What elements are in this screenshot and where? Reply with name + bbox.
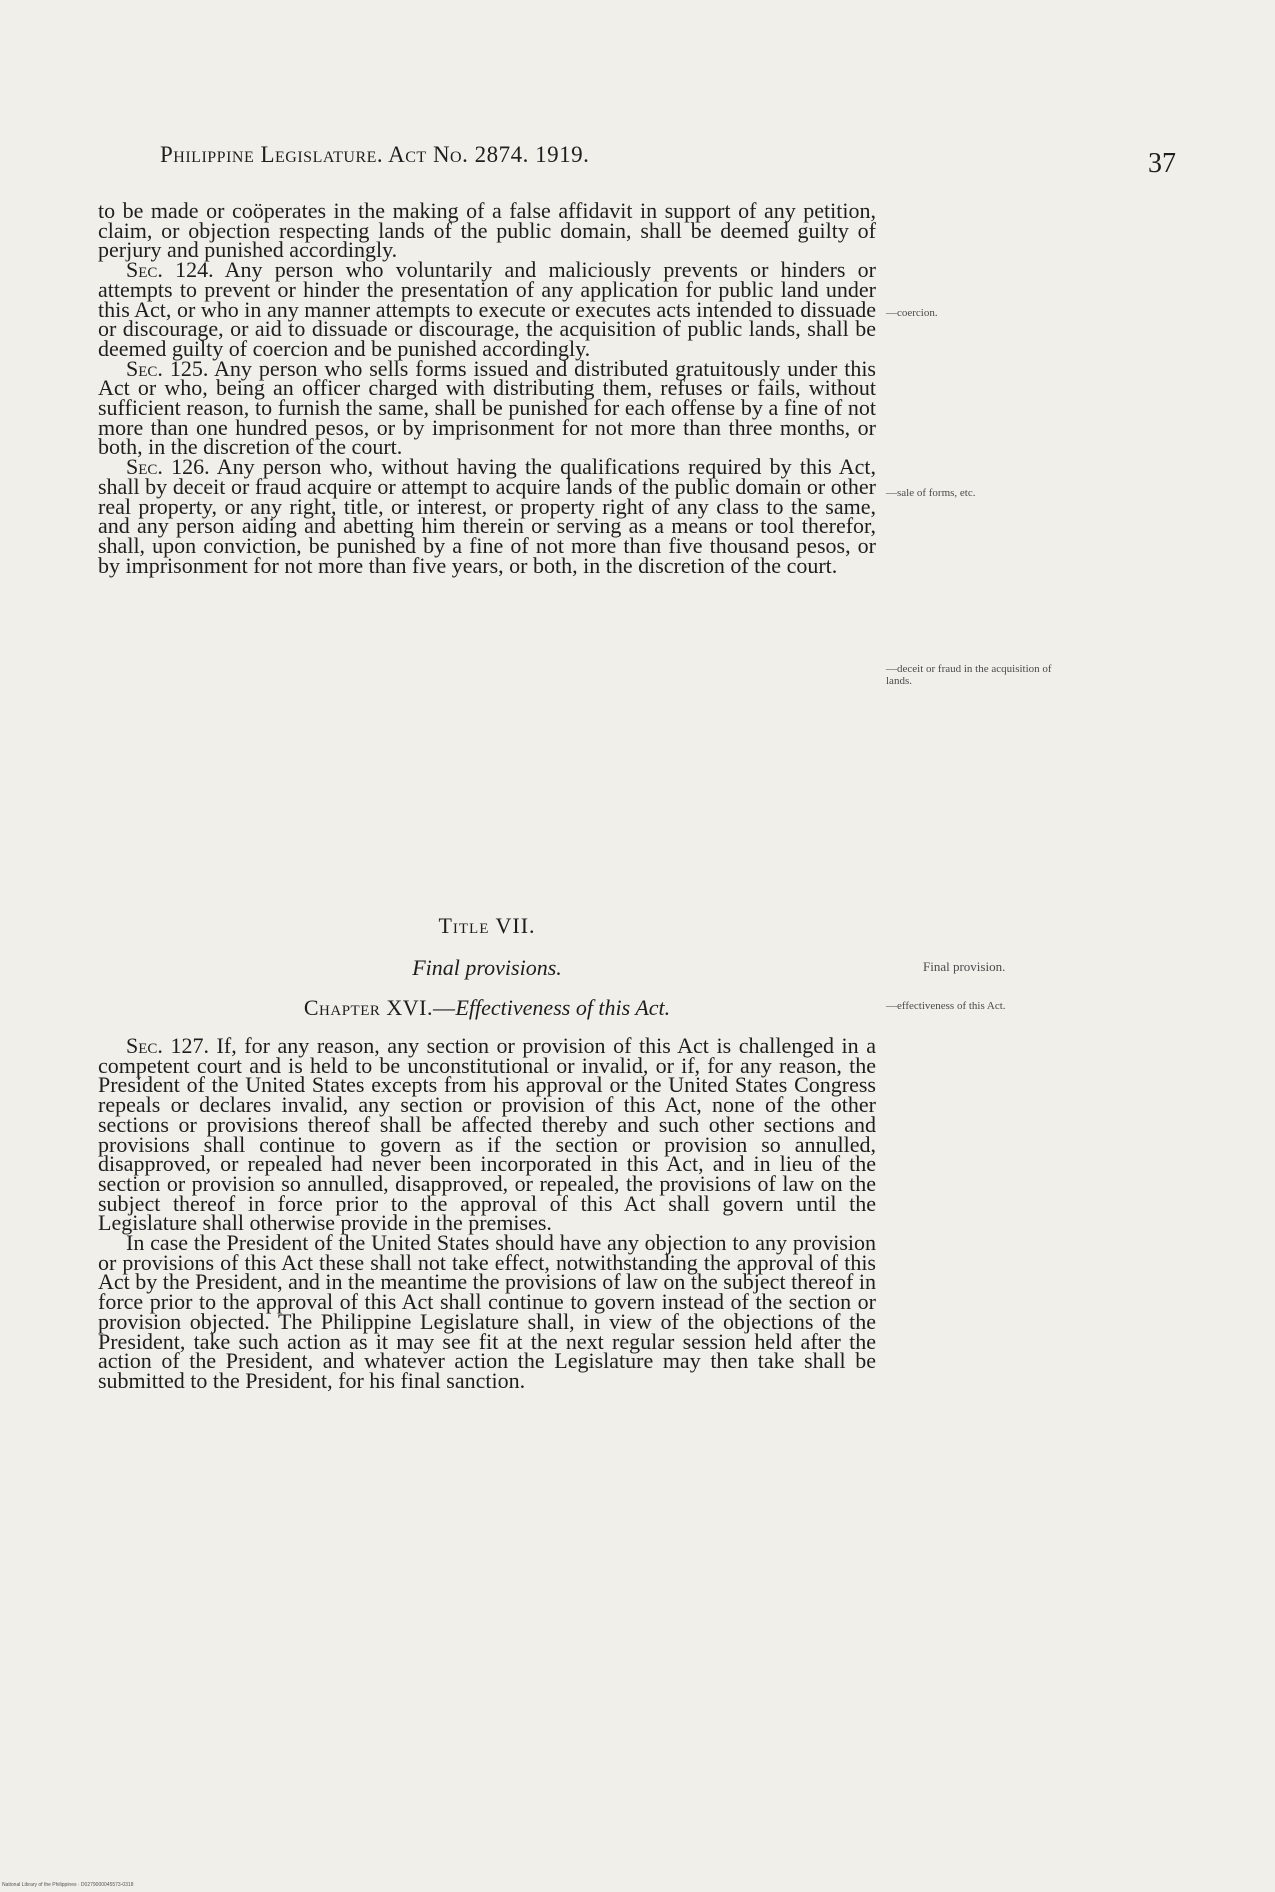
section-label: Sec. 127. [126, 1033, 209, 1058]
text-block-section-127 [98, 1033, 876, 1393]
section-label: Sec. 126. [126, 454, 210, 480]
margin-note-sale-of-forms: —sale of forms, etc. [886, 487, 976, 499]
section-text: Any person who voluntarily and maliciously prevents or hinders or attempts to prevent or hinder the presentation of any application for public land under this Act, or who in any manner attempts to execute or executes acts intended to dissuade or discourage, or aid to dissuade or discourage, the acquisition of public lands, shall be deemed guilty of coercion and be punished accordingly. [98, 257, 877, 361]
footer-credit: National Library of the Philippines · D0279000045573-0318 [2, 1882, 134, 1888]
section-125 [98, 355, 876, 460]
section-124 [98, 257, 877, 361]
title-heading: Title VII. [438, 913, 536, 938]
paragraph-perjury: to be made or coöperates in the making of a false affidavit in support of any petition, claim, or objection respecting lands of the public domain, shall be deemed guilty of perjury and punished accordingly. [98, 198, 876, 263]
title-subheading: Final provisions. [412, 955, 562, 980]
section-text: If, for any reason, any section or provision of this Act is challenged in a competent court and is held to be unconstitutional or invalid, or if, for any reason, the President of the United States excepts from his approval or the United States Congress repeals or declares invalid, any section or provision of this Act, none of the other sections or provisions thereof shall be affected thereby and such other sections and provisions shall continue to govern as if the section or provision so annulled, disapproved, or repealed had never been incorporated in this Act, and in lieu of the section or provision so annulled, disapproved, or repealed, the provisions of law on the subject thereof in force prior to the approval of this Act shall govern until the Legislature shall otherwise provide in the premises. [98, 1033, 876, 1236]
section-label: Sec. 125. [126, 355, 209, 381]
page-number: 37 [1148, 148, 1176, 179]
margin-note-final-provision: Final provision. [923, 959, 1006, 974]
margin-note-coercion: —coercion. [886, 307, 938, 319]
margin-note-effectiveness: —effectiveness of this Act. [886, 1000, 1006, 1012]
section-126 [98, 454, 876, 578]
margin-note-deceit-or-fraud: —deceit or fraud in the acquisition of lands. [886, 663, 1052, 687]
text-block-sections-123-126 [98, 198, 877, 578]
chapter-subtitle: Effectiveness of this Act. [455, 995, 671, 1020]
chapter-label: Chapter XVI.— [303, 995, 456, 1020]
section-label: Sec. 124. [126, 257, 214, 283]
running-head: Philippine Legislature. Act No. 2874. 1919. [160, 142, 590, 167]
section-text: Any person who sells forms issued and distributed gratuitously under this Act or who, being an officer charged with distributing them, refuses or fails, without sufficient reason, to furnish the same, shall be punished for each offense by a fine of not more than one hundred pesos, or by imprisonment for not more than three months, or both, in the discretion of the court. [98, 355, 876, 460]
section-127 [98, 1033, 876, 1236]
paragraph-president-objection: In case the President of the United States should have any objection to any provision or provisions of this Act these shall not take effect, notwithstanding the approval of this Act by the President, and in the meantime the provisions of law on the subject thereof in force prior to the approval of this Act shall continue to govern instead of the section or provision objected. The Philippine Legislature shall, in view of the objections of the President, take such action as it may see fit at the next regular session held after the action of the President, and whatever action the Legislature may then take shall be submitted to the President, for his final sanction. [98, 1230, 876, 1393]
section-text: Any person who, without having the qualifications required by this Act, shall by deceit or fraud acquire or attempt to acquire lands of the public domain or other real property, or any right, title, or interest, or property right of any class to the same, and any person aiding and abetting him therein or serving as a means or tool therefor, shall, upon conviction, be punished by a fine of not more than five thousand pesos, or by imprisonment for not more than five years, or both, in the discretion of the court. [98, 454, 876, 578]
chapter-heading [98, 995, 876, 1021]
